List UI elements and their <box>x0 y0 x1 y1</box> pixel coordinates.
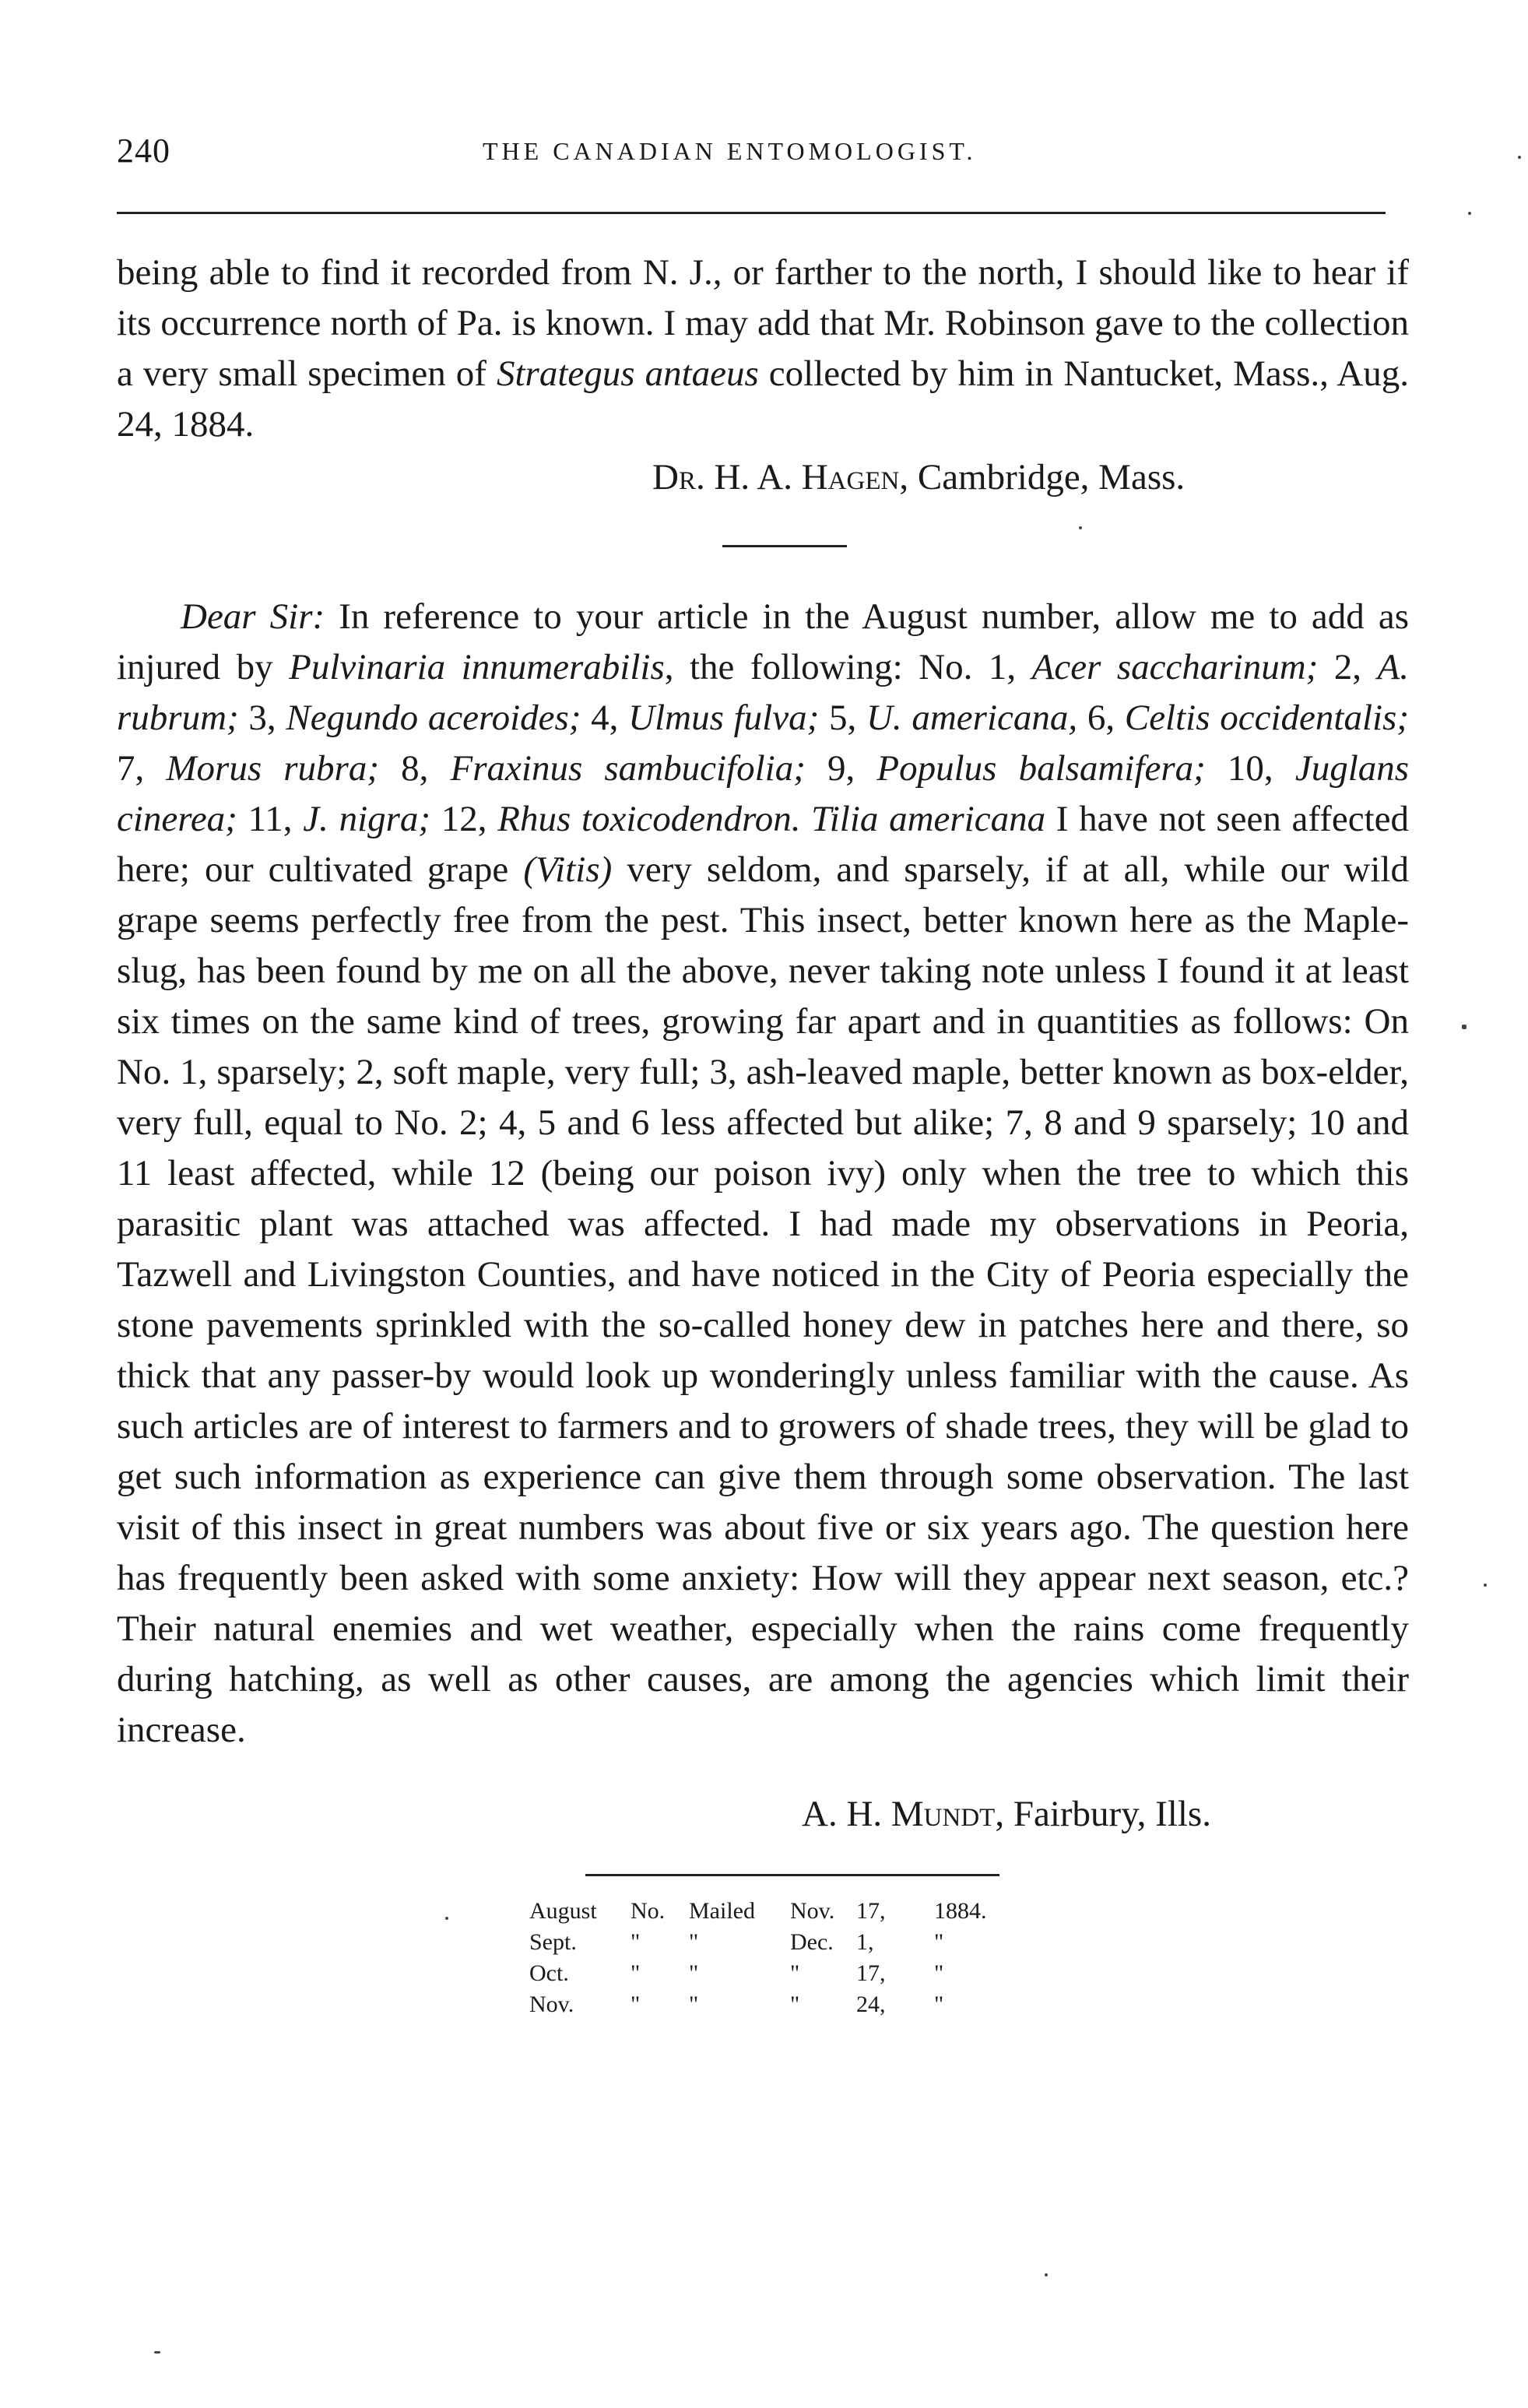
letter-mundt-text <box>117 592 1409 1756</box>
mailing-cell: August <box>529 1898 597 1924</box>
running-title: THE CANADIAN ENTOMOLOGIST. <box>483 137 977 165</box>
mailing-cell: Nov. <box>529 1991 574 2017</box>
mailing-row <box>529 1896 1012 1927</box>
print-speck <box>1462 1025 1467 1029</box>
mailing-cell: " <box>689 1991 699 2017</box>
mailing-cell: Mailed <box>689 1898 755 1924</box>
mailing-cell: " <box>689 1929 699 1955</box>
page-header <box>117 131 1378 178</box>
mailing-dates-table <box>529 1896 1012 2020</box>
mailing-cell: " <box>934 1960 944 1986</box>
letter-mundt-body: In reference to your article in the August number, allow me to add as injured by Pulvinaria innumerabilis, the following: No. 1, Acer saccharinum; 2, A. rubrum; 3, Negundo aceroides; 4, Ulmus fulva; 5, U. americana, 6, Celtis occidentalis; 7, Morus rubra; 8, Fraxinus sambucifolia; 9, Populus balsamifera; 10, Juglans cinerea; 11, J. nigra; 12, Rhus toxicodendron. Tilia americana I have not seen affected here; our cultivated grape (Vitis) very seldom, and sparsely, if at all, while our wild grape seems perfectly free from the pest. This insect, better known here as the Maple-slug, has been found by me on all the above, never taking note unless I found it at least six times on the same kind of trees, growing far apart and in quantities as follows: On No. 1, sparsely; 2, soft maple, very full; 3, ash-leaved maple, better known as box-elder, very full, equal to No. 2; 4, 5 and 6 less affected but alike; 7, 8 and 9 sparsely; 10 and 11 least affected, while 12 (being our poison ivy) only when the tree to which this parasitic plant was attached was affected. I had made my observations in Peoria, Tazwell and Livingston Counties, and have noticed in the City of Peoria especially the stone pavements sprinkled with the so-called honey dew in patches here and there, so thick that any passer-by would look up wonderingly unless familiar with the cause. As such articles are of interest to farmers and to growers of shade trees, they will be glad to get such information as experience can give them through some observation. The last visit of this insect in great numbers was about five or six years ago. The question here has frequently been asked with some anxiety: How will they appear next season, etc.? Their natural enemies and wet weather, especially when the rains come frequently during hatching, as well as other causes, are among the agencies which limit their increase. <box>117 596 1410 1750</box>
header-rule <box>117 212 1386 214</box>
mailing-cell: Dec. <box>790 1929 834 1955</box>
section-divider <box>722 545 847 547</box>
signature-name: A. H. Mundt <box>802 1794 996 1834</box>
signature-name: Dr. H. A. Hagen <box>652 457 900 497</box>
mailing-row <box>529 1958 1012 1989</box>
letter-mundt <box>117 592 1409 1756</box>
mailing-cell: 1, <box>856 1929 874 1955</box>
signature-hagen <box>652 454 1185 501</box>
mailing-cell: " <box>934 1991 944 2017</box>
print-speck <box>1045 2273 1048 2276</box>
mailing-cell: Oct. <box>529 1960 569 1986</box>
salutation: Dear Sir: <box>181 596 325 637</box>
mailing-cell: " <box>790 1991 800 2017</box>
mailing-cell: 24, <box>856 1991 886 2017</box>
mailing-cell: 17, <box>856 1960 886 1986</box>
signature-place: , Fairbury, Ills. <box>995 1794 1211 1834</box>
mailing-cell: 17, <box>856 1898 886 1924</box>
mailing-cell: " <box>631 1929 641 1955</box>
footer-divider <box>585 1874 999 1876</box>
mailing-cell: 1884. <box>934 1898 987 1924</box>
print-speck <box>1484 1584 1487 1587</box>
letter-hagen <box>117 248 1409 450</box>
mailing-cell: " <box>689 1960 699 1986</box>
print-speck <box>1468 212 1471 215</box>
mailing-cell: Nov. <box>790 1898 835 1924</box>
print-speck <box>445 1917 448 1920</box>
mailing-cell: " <box>790 1960 800 1986</box>
print-speck <box>1079 526 1082 529</box>
mailing-cell: Sept. <box>529 1929 577 1955</box>
mailing-cell: " <box>631 1960 641 1986</box>
print-speck <box>154 2351 160 2354</box>
mailing-row <box>529 1927 1012 1958</box>
mailing-row <box>529 1989 1012 2020</box>
mailing-cell: No. <box>631 1898 666 1924</box>
letter-hagen-text: being able to find it recorded from N. J., or farther to the north, I should like to hear if its occurrence north of Pa. is known. I may add that Mr. Robinson gave to the collection a very small specimen of Strategus antaeus collected by him in Nantucket, Mass., Aug. 24, 1884. <box>117 252 1409 445</box>
print-speck <box>1518 156 1521 159</box>
mailing-cell: " <box>934 1929 944 1955</box>
mailing-cell: " <box>631 1991 641 2017</box>
signature-place: , Cambridge, Mass. <box>899 457 1186 497</box>
page-number: 240 <box>117 132 170 170</box>
signature-mundt <box>802 1791 1211 1837</box>
